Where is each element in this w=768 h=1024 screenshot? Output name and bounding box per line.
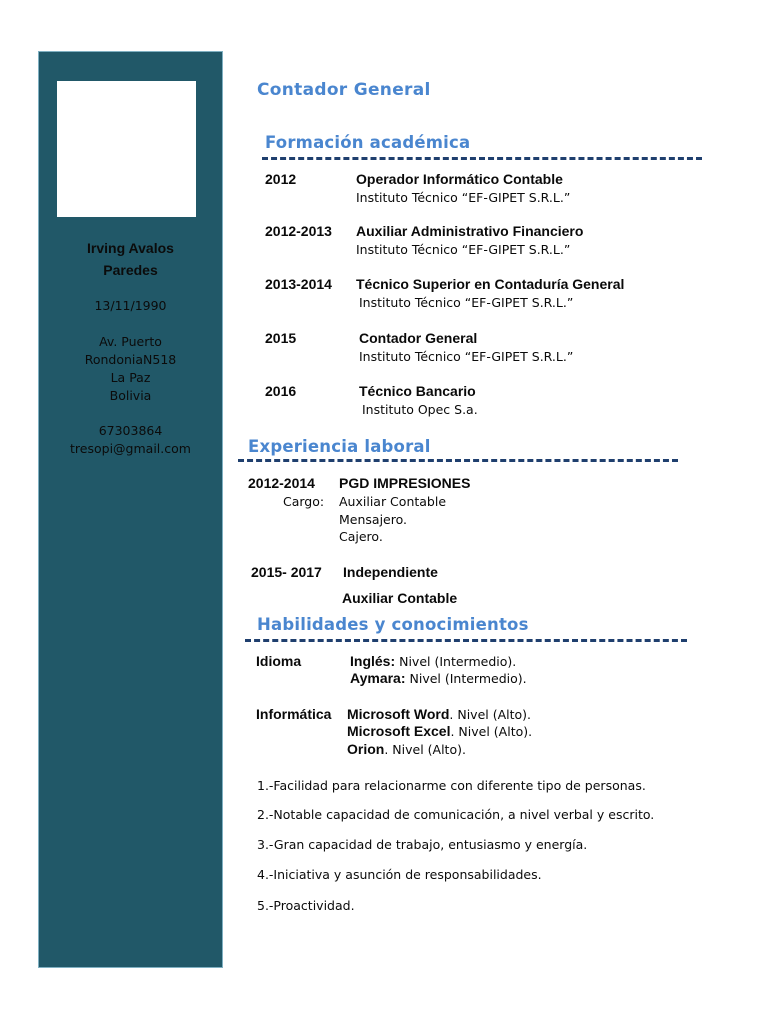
education-heading: Formación académica xyxy=(265,133,471,152)
edu-degree: Auxiliar Administrativo Financiero xyxy=(356,223,584,239)
skill-list-item: 2.-Notable capacidad de comunicación, a nivel verbal y escrito. xyxy=(257,807,655,822)
city: La Paz xyxy=(110,370,151,385)
software-name: Microsoft Excel xyxy=(347,723,451,739)
exp-years: 2015- 2017 xyxy=(251,564,322,580)
exp-company: Independiente xyxy=(343,564,438,580)
edu-degree: Técnico Bancario xyxy=(359,383,476,399)
profile-photo xyxy=(57,81,196,217)
address-block xyxy=(38,333,223,405)
skill-list-item: 1.-Facilidad para relacionarme con diferente tipo de personas. xyxy=(257,778,646,793)
email: tresopi@gmail.com xyxy=(70,441,191,456)
edu-degree: Técnico Superior en Contaduría General xyxy=(356,276,625,292)
software-name: Microsoft Word xyxy=(347,706,450,722)
edu-degree: Operador Informático Contable xyxy=(356,171,563,187)
name-line1: Irving Avalos xyxy=(87,240,174,256)
language-item xyxy=(350,670,527,686)
name-line2: Paredes xyxy=(103,262,158,278)
language-name: Aymara: xyxy=(350,670,406,686)
idioma-label: Idioma xyxy=(256,653,302,669)
language-level: Nivel (Intermedio). xyxy=(395,654,517,669)
edu-institution: Instituto Técnico “EF-GIPET S.R.L.” xyxy=(356,190,571,205)
software-level: . Nivel (Alto). xyxy=(384,742,466,757)
birthdate: 13/11/1990 xyxy=(94,298,167,313)
skill-list-item: 4.-Iniciativa y asunción de responsabilidades. xyxy=(257,867,542,882)
job-title: Contador General xyxy=(257,80,431,100)
education-rule xyxy=(262,157,702,160)
contact-block xyxy=(38,422,223,458)
experience-rule xyxy=(238,459,678,462)
exp-role: Auxiliar Contable xyxy=(339,494,447,509)
edu-year: 2012-2013 xyxy=(265,223,332,239)
edu-year: 2016 xyxy=(265,383,297,399)
exp-role: Mensajero. xyxy=(339,512,407,527)
edu-year: 2013-2014 xyxy=(265,276,332,292)
edu-year: 2012 xyxy=(265,171,297,187)
software-level: . Nivel (Alto). xyxy=(449,707,532,722)
software-level: . Nivel (Alto). xyxy=(450,724,533,739)
edu-institution: Instituto Opec S.a. xyxy=(362,402,478,417)
edu-year: 2015 xyxy=(265,330,297,346)
country: Bolivia xyxy=(109,388,152,403)
informatica-label: Informática xyxy=(256,706,332,722)
edu-institution: Instituto Técnico “EF-GIPET S.R.L.” xyxy=(359,349,574,364)
software-item xyxy=(347,706,531,722)
exp-company: PGD IMPRESIONES xyxy=(339,475,471,491)
software-name: Orion xyxy=(347,741,385,757)
exp-role: Auxiliar Contable xyxy=(342,590,458,606)
skill-list-item: 3.-Gran capacidad de trabajo, entusiasmo y energía. xyxy=(257,837,588,852)
skills-rule xyxy=(245,639,687,642)
exp-role: Cajero. xyxy=(339,529,383,544)
edu-institution: Instituto Técnico “EF-GIPET S.R.L.” xyxy=(356,242,571,257)
language-item xyxy=(350,653,516,669)
exp-cargo-label: Cargo: xyxy=(283,494,325,509)
skill-list-item: 5.-Proactividad. xyxy=(257,898,355,913)
edu-degree: Contador General xyxy=(359,330,478,346)
language-level: Nivel (Intermedio). xyxy=(405,671,527,686)
language-name: Inglés: xyxy=(350,653,396,669)
address-line2: RondoniaN518 xyxy=(84,352,177,367)
exp-years: 2012-2014 xyxy=(248,475,315,491)
address-line1: Av. Puerto xyxy=(99,334,162,349)
phone: 67303864 xyxy=(98,423,163,438)
software-item xyxy=(347,741,466,757)
software-item xyxy=(347,723,532,739)
profile-name xyxy=(38,237,223,281)
experience-heading: Experiencia laboral xyxy=(248,437,431,456)
skills-heading: Habilidades y conocimientos xyxy=(257,615,529,634)
edu-institution: Instituto Técnico “EF-GIPET S.R.L.” xyxy=(359,295,574,310)
